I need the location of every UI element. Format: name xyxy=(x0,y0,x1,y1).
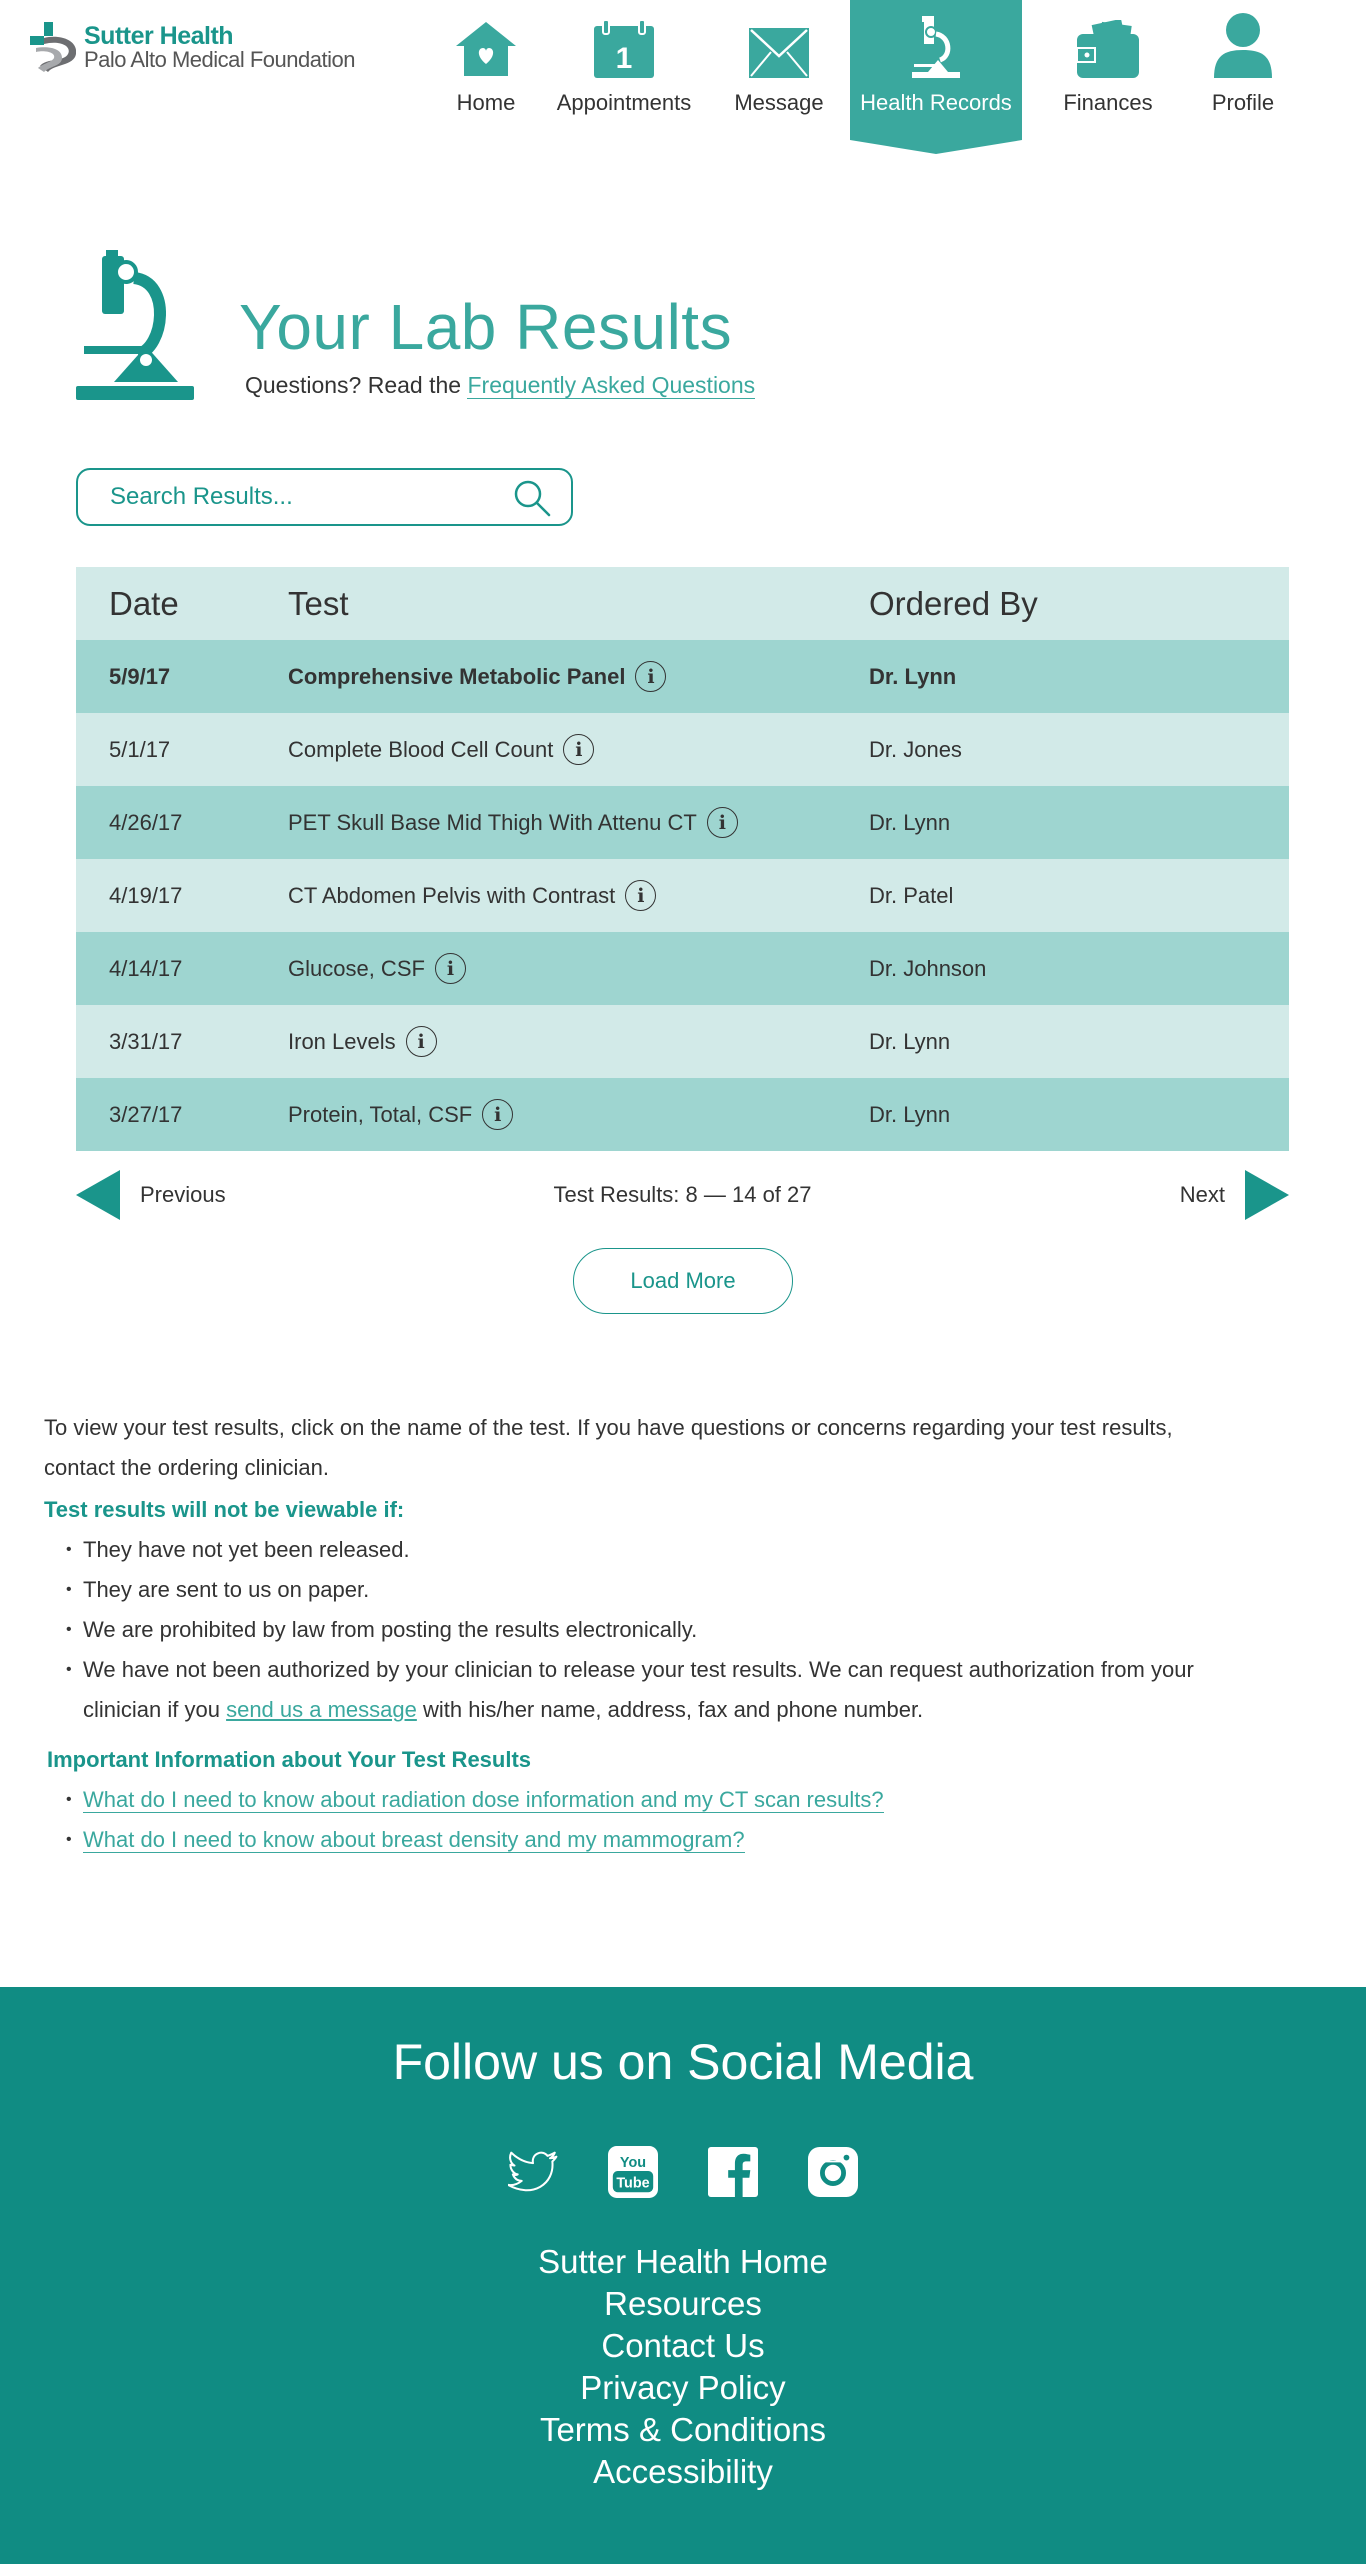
intro-text: To view your test results, click on the name of the test. If you have questions or concerns regarding your test results, contact the ordering clinician. xyxy=(44,1415,1173,1480)
list-item: • They have not yet been released. xyxy=(66,1530,1224,1570)
search-input[interactable] xyxy=(110,483,490,511)
info-icon[interactable]: i xyxy=(435,953,466,984)
results-count: Test Results: 8 — 14 of 27 xyxy=(553,1182,812,1207)
youtube-icon-bottom-text: Tube xyxy=(616,2175,650,2192)
not-viewable-heading: Test results will not be viewable if: xyxy=(44,1497,405,1522)
social-links xyxy=(0,2145,1366,2199)
table-row[interactable] xyxy=(76,1078,1289,1151)
footer-title: Follow us on Social Media xyxy=(392,2034,974,2090)
nav-profile[interactable] xyxy=(1194,0,1292,140)
table-row[interactable] xyxy=(76,1005,1289,1078)
column-header-ordered-by[interactable]: Ordered By xyxy=(869,584,1038,622)
row-test-name[interactable]: Comprehensive Metabolic Panel xyxy=(288,663,626,689)
row-ordered-by: Dr. Lynn xyxy=(869,809,951,835)
info-icon[interactable]: i xyxy=(635,661,666,692)
envelope-icon xyxy=(749,28,809,78)
next-label: Next xyxy=(1179,1182,1225,1207)
list-item xyxy=(66,1820,1224,1860)
instagram-icon xyxy=(808,2146,858,2198)
footer-link-privacy-policy[interactable]: Privacy Policy xyxy=(580,2369,786,2406)
arrow-right-icon xyxy=(1245,1170,1289,1220)
person-icon xyxy=(1214,12,1272,78)
calendar-day-number: 1 xyxy=(615,42,633,75)
breast-density-link[interactable]: What do I need to know about breast density and my mammogram? xyxy=(83,1827,745,1852)
authorization-suffix: with his/her name, address, fax and phone number. xyxy=(422,1697,924,1722)
microscope-icon xyxy=(76,250,194,400)
row-test-name[interactable]: CT Abdomen Pelvis with Contrast xyxy=(288,882,616,908)
list-item: • They are sent to us on paper. xyxy=(66,1570,1224,1610)
nav-health-records-label: Health Records xyxy=(860,90,1012,115)
info-icon[interactable]: i xyxy=(482,1099,513,1130)
twitter-icon xyxy=(508,2147,558,2197)
row-test-name[interactable]: Complete Blood Cell Count xyxy=(288,736,554,762)
previous-label: Previous xyxy=(140,1182,226,1207)
nav-finances-label: Finances xyxy=(1063,90,1153,115)
faq-link[interactable]: Frequently Asked Questions xyxy=(467,372,756,398)
brand-name: Sutter Health xyxy=(84,21,234,50)
footer-links xyxy=(0,2241,1366,2493)
calendar-icon xyxy=(594,20,654,78)
radiation-dose-link[interactable]: What do I need to know about radiation dose information and my CT scan results? xyxy=(83,1787,884,1812)
sutter-health-logo[interactable] xyxy=(30,22,355,72)
nav-health-records[interactable] xyxy=(850,0,1022,140)
list-item: • We are prohibited by law from posting the results electronically. xyxy=(66,1610,1224,1650)
footer-link-contact-us[interactable]: Contact Us xyxy=(601,2327,765,2364)
column-header-date[interactable]: Date xyxy=(109,584,179,622)
column-header-test[interactable]: Test xyxy=(288,584,349,622)
nav-appointments-label: Appointments xyxy=(556,90,692,115)
brand-subname: Palo Alto Medical Foundation xyxy=(84,46,355,72)
nav-home-label: Home xyxy=(456,90,516,115)
row-date: 5/9/17 xyxy=(109,663,171,689)
microscope-icon xyxy=(908,16,964,78)
row-date: 3/31/17 xyxy=(109,1028,183,1054)
not-viewable-list xyxy=(66,1530,1224,1730)
info-icon[interactable]: i xyxy=(563,734,594,765)
row-ordered-by: Dr. Lynn xyxy=(869,663,957,689)
nav-profile-label: Profile xyxy=(1211,90,1275,115)
row-date: 4/14/17 xyxy=(109,955,183,981)
search-icon[interactable] xyxy=(513,479,551,517)
wallet-icon xyxy=(1077,20,1139,78)
table-row[interactable] xyxy=(76,859,1289,932)
nav-home[interactable] xyxy=(432,0,540,140)
send-message-link[interactable]: send us a message xyxy=(226,1697,417,1722)
table-header-row xyxy=(76,567,1289,640)
footer-link-accessibility[interactable]: Accessibility xyxy=(593,2453,773,2490)
row-test-name[interactable]: PET Skull Base Mid Thigh With Attenu CT xyxy=(288,809,697,835)
row-ordered-by: Dr. Lynn xyxy=(869,1101,951,1127)
main-nav xyxy=(432,0,1292,140)
row-date: 5/1/17 xyxy=(109,736,171,762)
results-info-section xyxy=(44,1408,1224,1860)
twitter-link[interactable] xyxy=(508,2145,558,2199)
row-date: 4/26/17 xyxy=(109,809,183,835)
important-links-list xyxy=(66,1780,1224,1860)
row-ordered-by: Dr. Lynn xyxy=(869,1028,951,1054)
faq-line xyxy=(245,372,755,399)
table-row[interactable] xyxy=(76,713,1289,786)
lab-results-table xyxy=(76,567,1289,1151)
page-header xyxy=(76,250,776,400)
youtube-icon-top-text: You xyxy=(619,2155,647,2172)
load-more-button[interactable]: Load More xyxy=(573,1248,793,1314)
header xyxy=(0,0,1366,150)
row-ordered-by: Dr. Jones xyxy=(869,736,962,762)
info-icon[interactable]: i xyxy=(707,807,738,838)
facebook-icon xyxy=(708,2146,758,2198)
sutter-logo-mark-icon xyxy=(30,22,76,72)
nav-finances[interactable] xyxy=(1022,0,1194,140)
pagination xyxy=(76,1170,1289,1224)
nav-appointments[interactable] xyxy=(540,0,708,140)
row-test-name[interactable]: Iron Levels xyxy=(288,1028,396,1054)
table-row[interactable] xyxy=(76,932,1289,1005)
footer-link-resources[interactable]: Resources xyxy=(604,2285,762,2322)
table-row[interactable] xyxy=(76,786,1289,859)
footer-link-sutter-health-home[interactable]: Sutter Health Home xyxy=(538,2243,828,2280)
list-item xyxy=(66,1780,1224,1820)
faq-prefix: Questions? Read the xyxy=(245,372,462,398)
row-test-name[interactable]: Glucose, CSF xyxy=(288,955,425,981)
info-icon[interactable]: i xyxy=(625,880,656,911)
row-date: 4/19/17 xyxy=(109,882,183,908)
home-icon xyxy=(454,20,518,78)
row-ordered-by: Dr. Patel xyxy=(869,882,954,908)
nav-message-label: Message xyxy=(734,90,824,115)
youtube-link[interactable] xyxy=(608,2145,658,2199)
footer-link-terms-conditions[interactable]: Terms & Conditions xyxy=(539,2411,827,2448)
authorization-text: We have not been authorized by your clinician to release your test results. We can request authorization from your clinician if you xyxy=(83,1657,1194,1722)
next-button[interactable] xyxy=(1180,1170,1289,1220)
list-item xyxy=(66,1650,1224,1730)
table-row[interactable] xyxy=(76,640,1289,713)
row-date: 3/27/17 xyxy=(109,1101,183,1127)
info-icon[interactable]: i xyxy=(406,1026,437,1057)
nav-message[interactable] xyxy=(708,0,850,140)
important-info-heading: Important Information about Your Test Results xyxy=(47,1747,532,1772)
instagram-link[interactable] xyxy=(808,2145,858,2199)
footer xyxy=(0,1987,1366,2564)
page-title: Your Lab Results xyxy=(239,291,733,363)
search-box xyxy=(76,468,573,526)
row-ordered-by: Dr. Johnson xyxy=(869,955,987,981)
facebook-link[interactable] xyxy=(708,2145,758,2199)
row-test-name[interactable]: Protein, Total, CSF xyxy=(288,1101,473,1127)
youtube-icon xyxy=(608,2145,658,2199)
